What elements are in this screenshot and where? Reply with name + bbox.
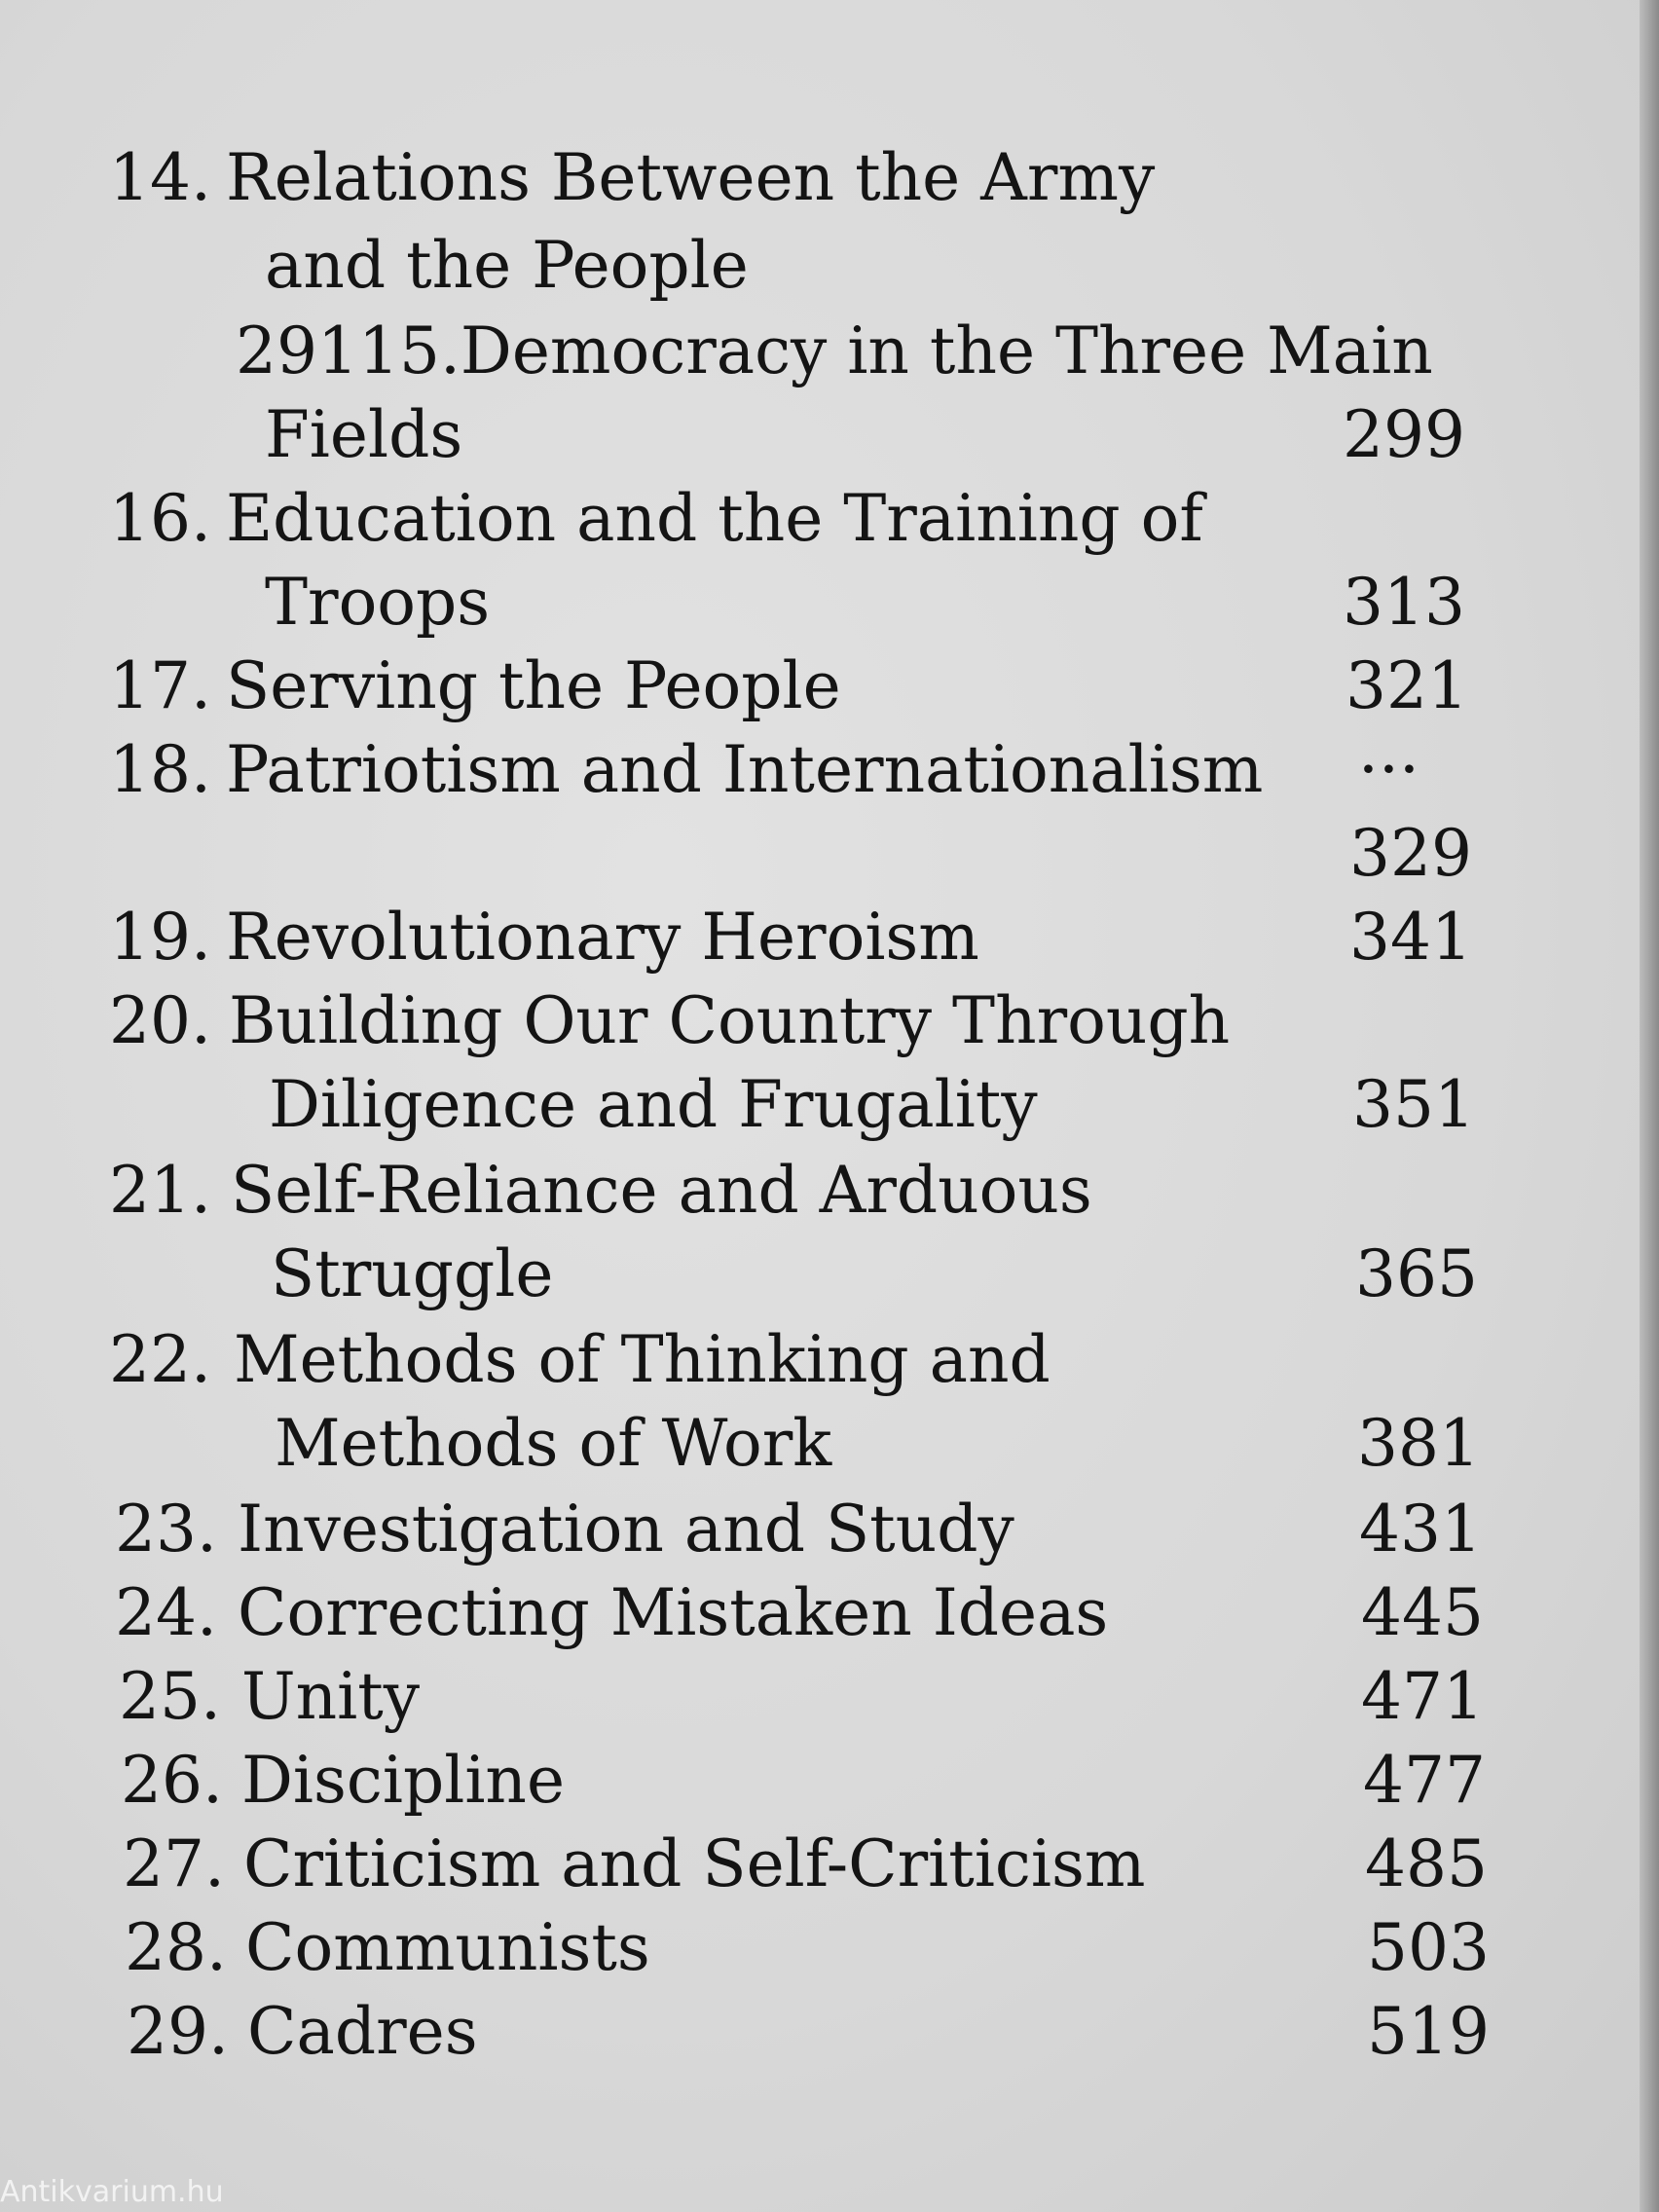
- toc-entry-28: [0, 1906, 1659, 1990]
- dot-leader: [594, 561, 1300, 645]
- entry-title: Investigation and Study: [238, 1492, 1014, 1567]
- dot-leader: [691, 1906, 1317, 1990]
- entry-number: 22.: [109, 1322, 211, 1397]
- dot-leader: [1251, 1823, 1317, 1906]
- toc-entry-20-continued: [0, 1063, 1659, 1147]
- entry-title-continued: and the People: [265, 228, 749, 303]
- page-number: 299: [1343, 397, 1465, 472]
- toc-entry-22: [0, 1318, 1659, 1402]
- entry-number: 18.: [109, 732, 211, 807]
- entry-number: 26.: [121, 1743, 223, 1818]
- entry-title: Correcting Mistaken Ideas: [238, 1575, 1109, 1650]
- entry-title-continued: Troops: [265, 565, 491, 640]
- page-number: 321: [1346, 648, 1468, 723]
- entry-number: 28.: [125, 1910, 227, 1985]
- page-number: 471: [1361, 1659, 1484, 1734]
- dot-leader: [604, 1233, 1309, 1316]
- entry-title: Patriotism and Internationalism: [226, 732, 1264, 807]
- toc-entry-21: [0, 1149, 1659, 1233]
- dot-leader: [930, 1402, 1311, 1486]
- toc-entry-18-continued: [0, 812, 1659, 896]
- toc-entry-23: [0, 1488, 1659, 1571]
- entry-title-continued: Diligence and Frugality: [269, 1067, 1038, 1142]
- entry-number: 24.: [115, 1575, 217, 1650]
- entry-title-continued: Struggle: [271, 1236, 554, 1311]
- page-number: 477: [1363, 1743, 1486, 1818]
- dot-leader: [1095, 1063, 1309, 1147]
- toc-entry-18: [0, 728, 1659, 812]
- toc-entry-16-continued: [0, 561, 1659, 645]
- page-number: 519: [1367, 1994, 1490, 2069]
- toc-entry-16: [0, 477, 1659, 561]
- dot-leader: [524, 1655, 1314, 1739]
- toc-entry-15: [0, 310, 1659, 393]
- entry-number: 23.: [115, 1492, 217, 1567]
- entry-number: 25.: [119, 1659, 221, 1734]
- entry-number: 27.: [123, 1826, 225, 1901]
- page-number: 503: [1367, 1910, 1490, 1985]
- dot-leader: [1095, 1488, 1314, 1571]
- dot-leader: [608, 1739, 1314, 1823]
- dot-leader: [1173, 1571, 1314, 1655]
- entry-title: Serving the People: [226, 648, 841, 723]
- toc-entry-21-continued: [0, 1233, 1659, 1316]
- page-number: 431: [1359, 1492, 1482, 1567]
- entry-title: Methods of Thinking and: [234, 1322, 1051, 1397]
- entry-title: Relations Between the Army: [226, 140, 1156, 215]
- entry-title-continued: Methods of Work: [275, 1406, 832, 1481]
- entry-title: Criticism and Self-Criticism: [243, 1826, 1146, 1901]
- entry-title: Communists: [245, 1910, 650, 1985]
- dot-leader: [798, 224, 1417, 308]
- entry-title: Self-Reliance and Arduous: [231, 1153, 1092, 1228]
- toc-entry-29: [0, 1990, 1659, 2074]
- entry-title: Education and the Training of: [226, 481, 1203, 556]
- entry-number: 14.: [109, 140, 211, 215]
- toc-entry-15-continued: [0, 393, 1659, 477]
- entry-title: Building Our Country Through: [229, 983, 1231, 1058]
- entry-number: 16.: [109, 481, 211, 556]
- entry-number: 21.: [109, 1153, 211, 1228]
- page-number: 351: [1352, 1067, 1475, 1142]
- toc-entry-17: [0, 645, 1659, 728]
- dot-leader: [534, 1990, 1317, 2074]
- page-number: 381: [1357, 1406, 1480, 1481]
- toc-entry-27: [0, 1823, 1659, 1906]
- toc-entry-22-continued: [0, 1402, 1659, 1486]
- dot-leader-tail: ···: [1358, 732, 1419, 807]
- entry-title: Unity: [241, 1659, 421, 1734]
- dot-leader: [917, 645, 1300, 728]
- page-number: 341: [1349, 900, 1472, 975]
- page-number: 313: [1343, 565, 1465, 640]
- toc-entry-24: [0, 1571, 1659, 1655]
- entry-title-continued: Fields: [265, 397, 463, 472]
- page-number: 329: [1349, 816, 1472, 891]
- entry-number: 29.: [127, 1994, 229, 2069]
- toc-entry-14: [0, 136, 1659, 220]
- dot-leader: [511, 393, 1300, 477]
- entry-number: 17.: [109, 648, 211, 723]
- toc-entry-26: [0, 1739, 1659, 1823]
- entry-number: 19.: [109, 900, 211, 975]
- entry-number: 20.: [109, 983, 211, 1058]
- page-number: 445: [1361, 1575, 1484, 1650]
- dot-leader: [273, 812, 1305, 896]
- toc-entry-14-continued: [0, 224, 1659, 308]
- watermark: Antikvarium.hu: [0, 2175, 224, 2209]
- page-number: 365: [1355, 1236, 1478, 1311]
- entry-title: Revolutionary Heroism: [226, 900, 979, 975]
- toc-entry-25: [0, 1655, 1659, 1739]
- toc-entry-19: [0, 896, 1659, 979]
- toc-entry-20: [0, 979, 1659, 1063]
- page-number: 485: [1365, 1826, 1488, 1901]
- dot-leader: [1095, 896, 1305, 979]
- entry-title: Cadres: [247, 1994, 478, 2069]
- entry-title: 29115.Democracy in the Three Main: [236, 313, 1433, 388]
- entry-title: Discipline: [241, 1743, 565, 1818]
